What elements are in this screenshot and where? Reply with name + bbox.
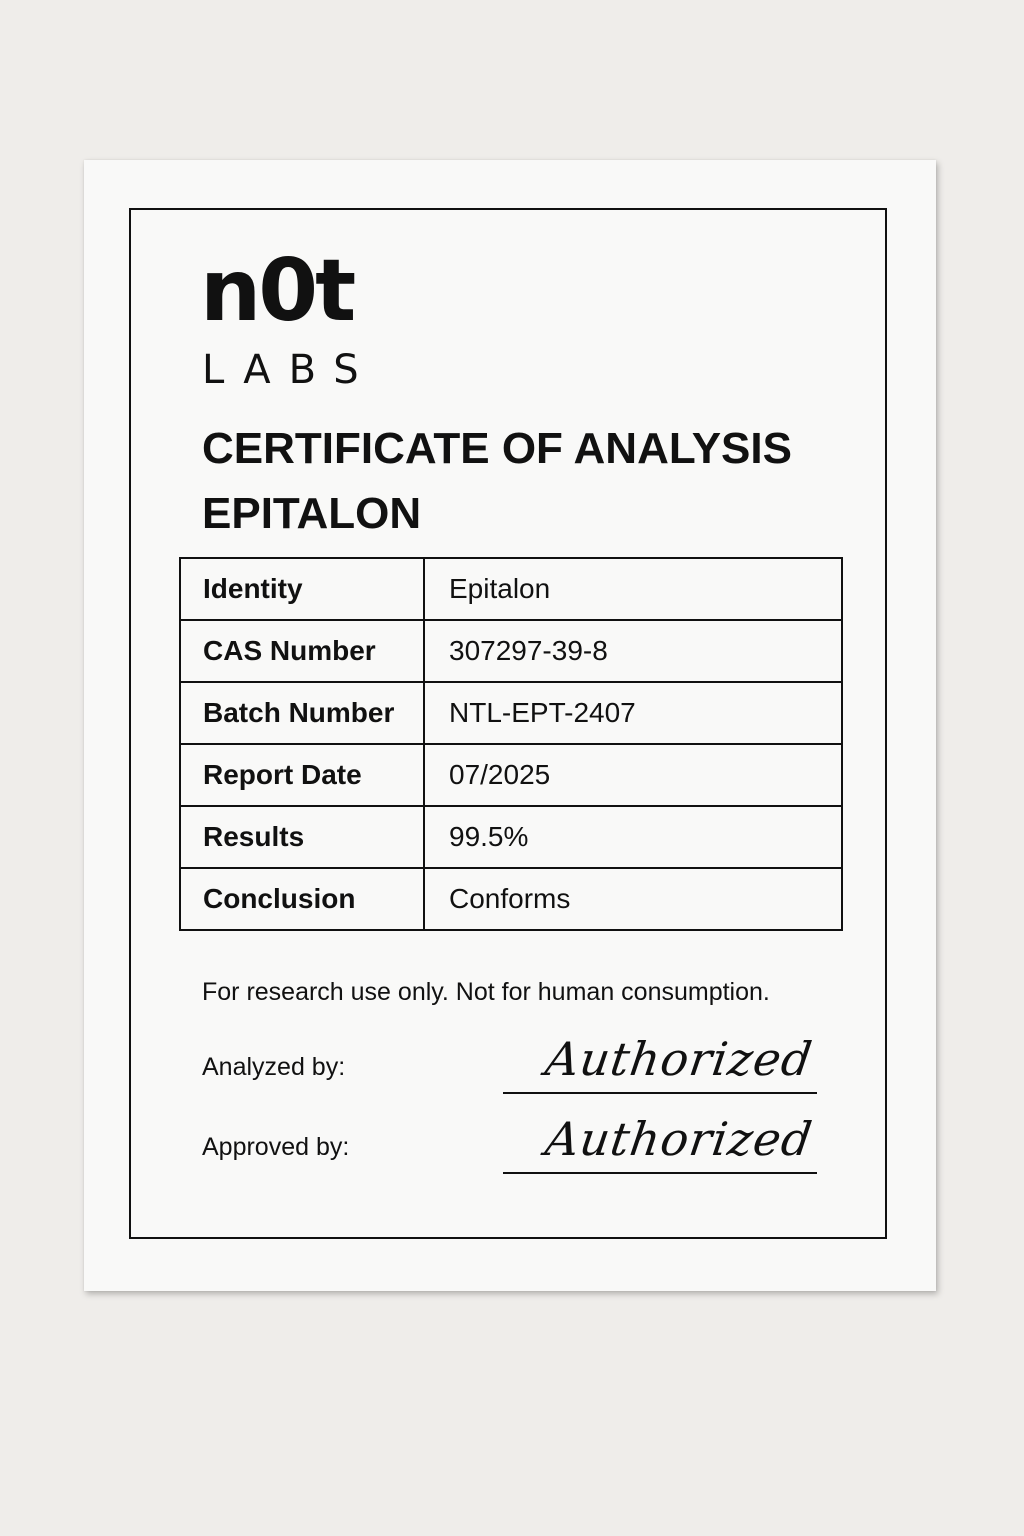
row-label: Report Date [180,744,424,806]
analyzed-by-label: Analyzed by: [202,1053,346,1081]
table-row [180,744,842,806]
row-label: Identity [180,558,424,620]
row-label: Results [180,806,424,868]
analyst-signature-line [503,1092,817,1094]
row-value: Conforms [424,868,842,930]
row-value: 307297-39-8 [424,620,842,682]
logo-subtitle: LABS [202,347,377,393]
approver-signature: Authorized [542,1112,817,1166]
row-value: 07/2025 [424,744,842,806]
table-row [180,868,842,930]
document-title: CERTIFICATE OF ANALYSIS [202,424,792,473]
approved-by-label: Approved by: [202,1133,350,1161]
product-name: EPITALON [202,489,422,538]
row-value: 99.5% [424,806,842,868]
logo-wordmark: n0t [200,241,354,341]
row-label: CAS Number [180,620,424,682]
approver-signature-line [503,1172,817,1174]
certificate-sheet [84,160,936,1291]
table-row [180,558,842,620]
row-label: Conclusion [180,868,424,930]
analyst-signature: Authorized [542,1032,817,1086]
table-row [180,806,842,868]
disclaimer-text: For research use only. Not for human consumption. [202,978,770,1006]
row-value: NTL-EPT-2407 [424,682,842,744]
table-row [180,620,842,682]
row-label: Batch Number [180,682,424,744]
table-row [180,682,842,744]
row-value: Epitalon [424,558,842,620]
specs-table [179,557,843,931]
